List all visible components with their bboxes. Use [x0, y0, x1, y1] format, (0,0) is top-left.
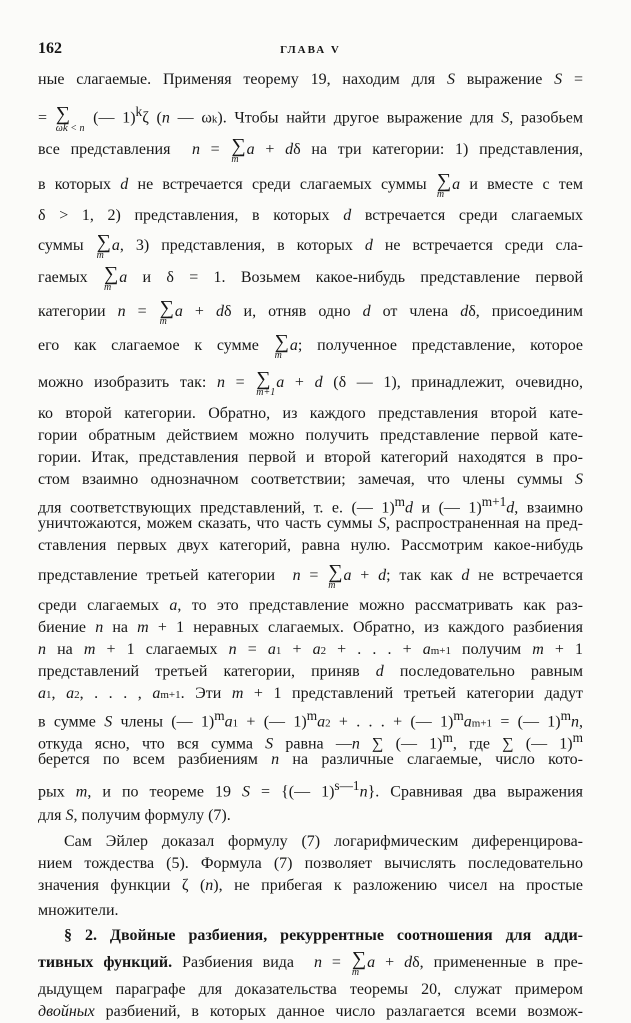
- text-line: в которых d не встречается среди слагаемых суммы ∑ m a и вместе с тем: [38, 169, 584, 200]
- text-line: среди слагаемых a, то это представление можно рассматривать как раз-: [38, 597, 583, 614]
- text-line: n на m + 1 слагаемых n = a1 + a2 + . . . + am+1 получим m + 1: [38, 641, 584, 658]
- text-line: гории обратным действием можно получить представление первой кате-: [38, 427, 583, 444]
- text-line: рых m, и по теореме 19 S = {(— 1)$^{s—1}$n}. Сравнивая два выражения: [38, 778, 584, 801]
- text-line: значения функции ζ (n), не прибегая к разложению чисел на простые: [38, 877, 583, 894]
- text-line: двойных разбиений, в которых данное число разлагается всеми возмож-: [38, 1003, 583, 1020]
- running-head: [38, 40, 583, 62]
- text-line: δ > 1, 2) представления, в которых d встречается среди слагаемых: [38, 207, 584, 224]
- text-line: a1, a2, . . . , am+1. Эти m + 1 представлений третьей категории дадут: [38, 685, 584, 702]
- text-line: множители.: [38, 902, 119, 919]
- text-line: откуда ясно, что вся сумма S равна —n ∑ (— 1)$^m$, где ∑ (— 1)$^m$: [38, 730, 583, 753]
- text-line: берется по всем разбиениям n на различные слагаемые, число кото-: [38, 751, 583, 768]
- text-line: его как слагаемое к сумме ∑ m a; полученное представление, которое: [38, 330, 583, 361]
- text-line: можно изобразить так: n = ∑ m+1 a + d (δ — 1), принадлежит, очевидно,: [38, 367, 583, 398]
- text-line: гаемых ∑ m a и δ = 1. Возьмем какое-нибудь представление первой: [38, 262, 584, 293]
- text-line: биение n на m + 1 неравных слагаемых. Обратно, из каждого разбиения: [38, 619, 583, 636]
- text-line: суммы ∑ m a, 3) представления, в которых d не встречается среди сла-: [38, 230, 583, 261]
- text-line: нием тождества (5). Формула (7) позволяет вычислять последовательно: [38, 855, 583, 872]
- text-line: тивных функций. Разбиения вида n = ∑ m a + dδ, примененные в пре-: [38, 947, 584, 978]
- text-line: = ∑ ωk < n (— 1)$^k$ζ (n — ωk). Чтобы найти другое выражение для S, разобьем: [38, 102, 584, 134]
- text-line: § 2. Двойные разбиения, рекуррентные соотношения для адди-: [64, 927, 583, 944]
- page-number: 162: [38, 40, 62, 57]
- text-line: в сумме S члены (— 1)$^m$a1 + (— 1)$^m$a2 + . . . + (— 1)$^m$am+1 = (— 1)$^m$n,: [38, 708, 583, 731]
- text-line: для S, получим формулу (7).: [38, 807, 231, 824]
- text-line: стом взаимно однозначном соответствии; замечая, что члены суммы S: [38, 471, 583, 488]
- text-line: представлений третьей категории, приняв d последовательно равным: [38, 663, 584, 680]
- text-line: ставления первых двух категорий, равна нулю. Рассмотрим какое-нибудь: [38, 537, 583, 554]
- text-line: категории n = ∑ m a + dδ и, отняв одно d от члена dδ, присоединим: [38, 296, 583, 327]
- text-line: все представления n = ∑ m a + dδ на три категории: 1) представления,: [38, 134, 583, 165]
- text-line: дыдущем параграфе для доказательства теоремы 20, служат примером: [38, 981, 583, 998]
- page-body: [38, 66, 583, 1023]
- chapter-title: ГЛАВА V: [280, 44, 341, 56]
- text-line: гории. Итак, представления первой и второй категорий находятся в про-: [38, 449, 583, 466]
- text-line: Сам Эйлер доказал формулу (7) логарифмическим диференцирова-: [64, 833, 583, 850]
- text-line: представление третьей категории n = ∑ m a + d; так как d не встречается: [38, 560, 583, 591]
- text-line: уничтожаются, можем сказать, что часть суммы S, распространенная на пред-: [38, 515, 583, 532]
- text-line: для соответствующих представлений, т. е. (— 1)$^m$d и (— 1)$^{m+1}$d, взаимно: [38, 494, 584, 517]
- text-line: ко второй категории. Обратно, из каждого представления второй кате-: [38, 405, 583, 422]
- text-line: ные слагаемые. Применяя теорему 19, находим для S выражение S =: [38, 71, 583, 88]
